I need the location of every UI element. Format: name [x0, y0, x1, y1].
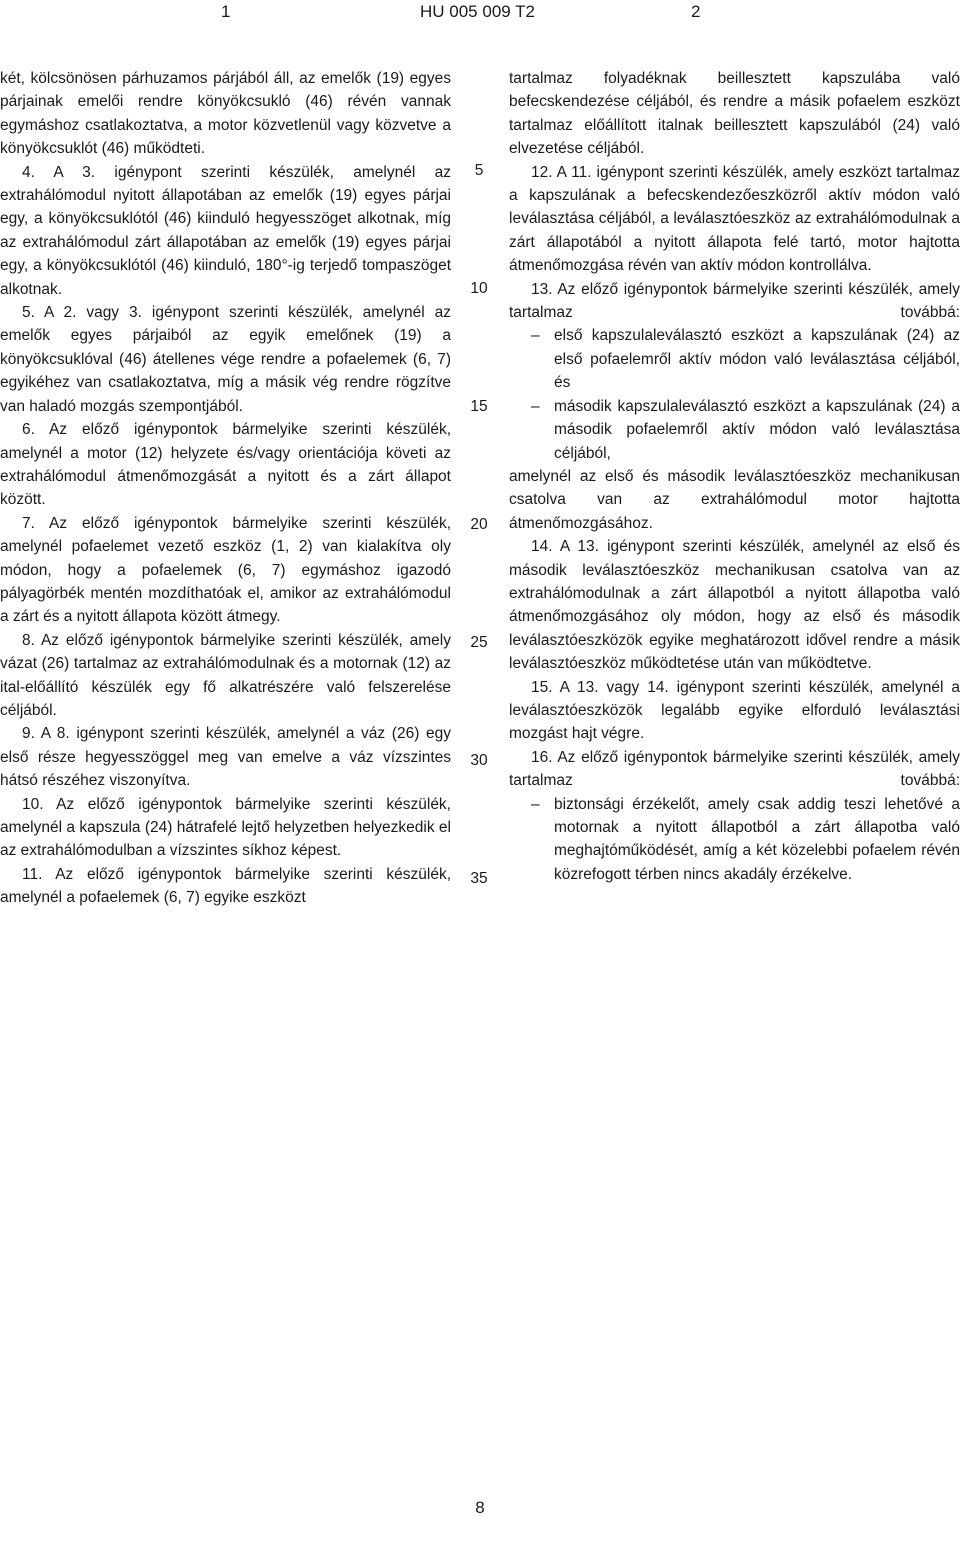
left-column — [0, 67, 451, 910]
line-number: 15 — [470, 398, 488, 415]
dash-bullet: – — [531, 397, 540, 415]
right-paragraph: tartalmaz folyadéknak beillesztett kapszulába való befecskendezése céljából, és rendre a másik pofaelem eszközt tartalmaz előállított italnak beillesztett kapszulából (24) való elvezetése céljából. — [509, 70, 960, 158]
claim-4: 4. A 3. igénypont szerinti készülék, amelynél az extrahálómodul nyitott állapotában az emelők (19) egyes párjai egy, a könyökcsuklótól (46) kiinduló hegyesszöget alkotnak, míg az extrahálómodul zárt állapotában az emelők (19) egyes párjai egy, a könyökcsuklótól (46) kiinduló, 180°-ig terjedő tompaszöget alkotnak. — [0, 163, 451, 298]
list-item-text: biztonsági érzékelőt, amely csak addig teszi lehetővé a motornak a nyitott állapotból a zárt állapotba való meghajtóműködését, amíg a két közelebbi pofaelem révén közrefogott térben nincs akadály érzékelve. — [554, 795, 960, 883]
claim-13: 13. Az előző igénypontok bármelyike szerinti készülék, amely tartalmaz továbbá: — [509, 280, 960, 322]
line-number: 25 — [470, 634, 488, 651]
dash-bullet: – — [531, 327, 540, 345]
claim-8: 8. Az előző igénypontok bármelyike szerinti készülék, amely vázat (26) tartalmaz az extrahálómodulnak és a motornak (12) az ital-előállító készülék egy fő alkatrészére való felszerelése céljából. — [0, 631, 451, 719]
list-item-text: első kapszulaleválasztó eszközt a kapszulának (24) az első pofaelemről aktív módon való leválasztása céljából, és — [554, 327, 960, 392]
page-number: 8 — [475, 1498, 485, 1517]
line-number: 30 — [470, 752, 488, 769]
right-column — [509, 67, 960, 886]
list-item — [509, 793, 960, 887]
line-number: 35 — [470, 870, 488, 887]
left-paragraph: két, kölcsönösen párhuzamos párjából áll, az emelők (19) egyes párjainak emelői rendre könyökcsukló (46) révén vannak egymáshoz csatlakoztatva, a motor közvetlenül vagy közvetve a könyökcsuklót (46) működteti. — [0, 70, 451, 158]
line-number: 10 — [470, 280, 488, 297]
claim-14: 14. A 13. igénypont szerinti készülék, amelynél az első és második leválasztóeszköz mechanikusan csatolva van az extrahálómodulnak a zárt állapotból a nyitott állapotba való átmenőmozgásához oly módon, hogy az első és második leválasztóeszközök egyike meghatározott idővel rendre a másik leválasztóeszköz működtetése után van működtetve. — [509, 538, 960, 673]
line-number: 5 — [474, 162, 484, 179]
header-document-id: HU 005 009 T2 — [420, 2, 535, 21]
dash-bullet: – — [531, 795, 540, 813]
list-item — [509, 324, 960, 394]
header-page-right: 2 — [691, 2, 701, 21]
list-item-text: második kapszulaleválasztó eszközt a kapszulának (24) a második pofaelemről aktív módon való leválasztása céljából, — [554, 397, 960, 462]
claim-15: 15. A 13. vagy 14. igénypont szerinti készülék, amelynél a leválasztóeszközök legalább egyike elforduló leválasztási mozgást hajt végre. — [509, 678, 960, 743]
line-number: 20 — [470, 516, 488, 533]
claim-5: 5. A 2. vagy 3. igénypont szerinti készülék, amelynél az emelők egyes párjaiból az egyik emelőnek (19) a könyökcsuklóval (46) átellenes vége rendre a pofaelemek (6, 7) egyikéhez van csatlakoztatva, míg a másik vég rendre rögzítve van haladó mozgás szempontjából. — [0, 304, 451, 415]
claim-9: 9. A 8. igénypont szerinti készülék, amelynél a váz (26) egy első része hegyesszöggel meg van emelve a váz vízszintes hátsó részéhez viszonyítva. — [0, 725, 451, 790]
claim-10: 10. Az előző igénypontok bármelyike szerinti készülék, amelynél a kapszula (24) hátrafelé lejtő helyzetben helyezkedik el az extrahálómodulban a vízszintes síkhoz képest. — [0, 795, 451, 860]
list-item — [509, 395, 960, 465]
claim-6: 6. Az előző igénypontok bármelyike szerinti készülék, amelynél a motor (12) helyzete és/vagy orientációja követi az extrahálómodul átmenőmozgását a nyitott és a zárt állapot között. — [0, 421, 451, 509]
claim-7: 7. Az előző igénypontok bármelyike szerinti készülék, amelynél pofaelemet vezető eszköz (1, 2) van kialakítva oly módon, hogy a pofaelemek (6, 7) egymáshoz igazodó pályagörbék mentén mozdíthatóak el, amikor az extrahálómodul a zárt és a nyitott állapota között átmegy. — [0, 514, 451, 626]
header-page-left: 1 — [221, 2, 231, 21]
claim-13-continuation: amelynél az első és második leválasztóeszköz mechanikusan csatolva van az extrahálómodul motor hajtotta átmenőmozgásához. — [509, 467, 960, 532]
claim-12: 12. A 11. igénypont szerinti készülék, amely eszközt tartalmaz a kapszulának a befecskendezőeszközről aktív módon való leválasztása céljából, a leválasztóeszköz az extrahálómodulnak a zárt állapotából a nyitott állapota felé tartó, motor hajtotta átmenőmozgása révén van aktív módon kontrollálva. — [509, 163, 960, 275]
claim-16: 16. Az előző igénypontok bármelyike szerinti készülék, amely tartalmaz továbbá: — [509, 748, 960, 790]
claim-11: 11. Az előző igénypontok bármelyike szerinti készülék, amelynél a pofaelemek (6, 7) egyike eszközt — [0, 865, 451, 907]
